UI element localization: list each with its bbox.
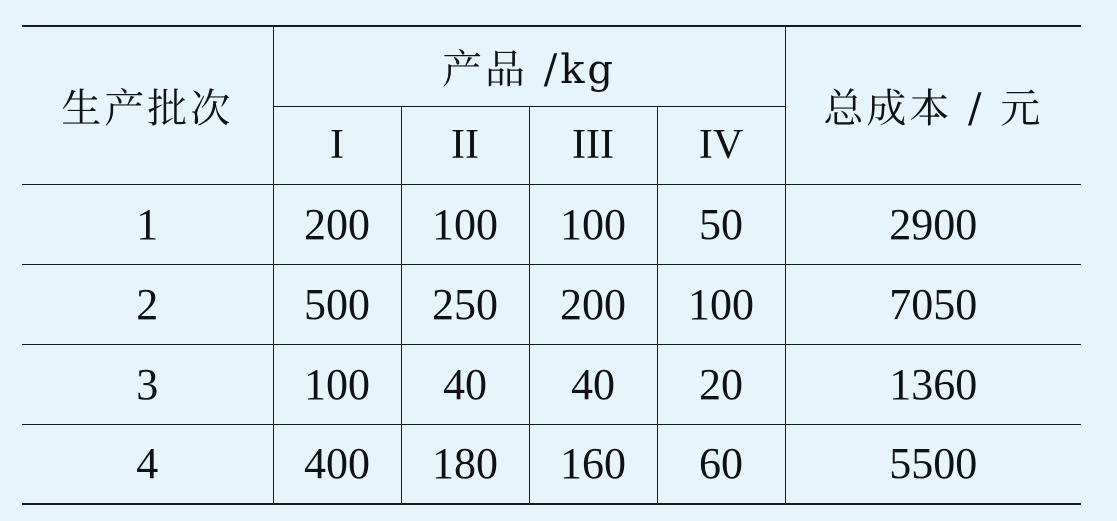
product-header: 产品 /kg xyxy=(273,26,785,106)
batch-header: 生产批次 xyxy=(22,26,273,184)
value-cell: 250 xyxy=(401,264,529,344)
batch-cell: 1 xyxy=(22,184,273,264)
value-cell: 100 xyxy=(657,264,785,344)
value-cell: 200 xyxy=(529,264,657,344)
header-row-top xyxy=(22,26,1081,106)
value-cell: 20 xyxy=(657,344,785,424)
batch-cell: 4 xyxy=(22,424,273,504)
product-col-header: II xyxy=(401,106,529,184)
value-cell: 100 xyxy=(401,184,529,264)
value-cell: 160 xyxy=(529,424,657,504)
value-cell: 100 xyxy=(529,184,657,264)
table-row xyxy=(22,264,1081,344)
batch-cell: 3 xyxy=(22,344,273,424)
total-cost-header: 总成本 / 元 xyxy=(785,26,1081,184)
batch-cell: 2 xyxy=(22,264,273,344)
table-row xyxy=(22,424,1081,504)
value-cell: 180 xyxy=(401,424,529,504)
production-cost-table xyxy=(22,25,1081,505)
total-cell: 1360 xyxy=(785,344,1081,424)
product-col-header: III xyxy=(529,106,657,184)
value-cell: 100 xyxy=(273,344,401,424)
value-cell: 60 xyxy=(657,424,785,504)
total-cell: 5500 xyxy=(785,424,1081,504)
product-col-header: I xyxy=(273,106,401,184)
total-cell: 2900 xyxy=(785,184,1081,264)
table-row xyxy=(22,344,1081,424)
value-cell: 50 xyxy=(657,184,785,264)
product-col-header: IV xyxy=(657,106,785,184)
value-cell: 400 xyxy=(273,424,401,504)
value-cell: 500 xyxy=(273,264,401,344)
value-cell: 40 xyxy=(529,344,657,424)
total-cell: 7050 xyxy=(785,264,1081,344)
value-cell: 200 xyxy=(273,184,401,264)
value-cell: 40 xyxy=(401,344,529,424)
table-row xyxy=(22,184,1081,264)
